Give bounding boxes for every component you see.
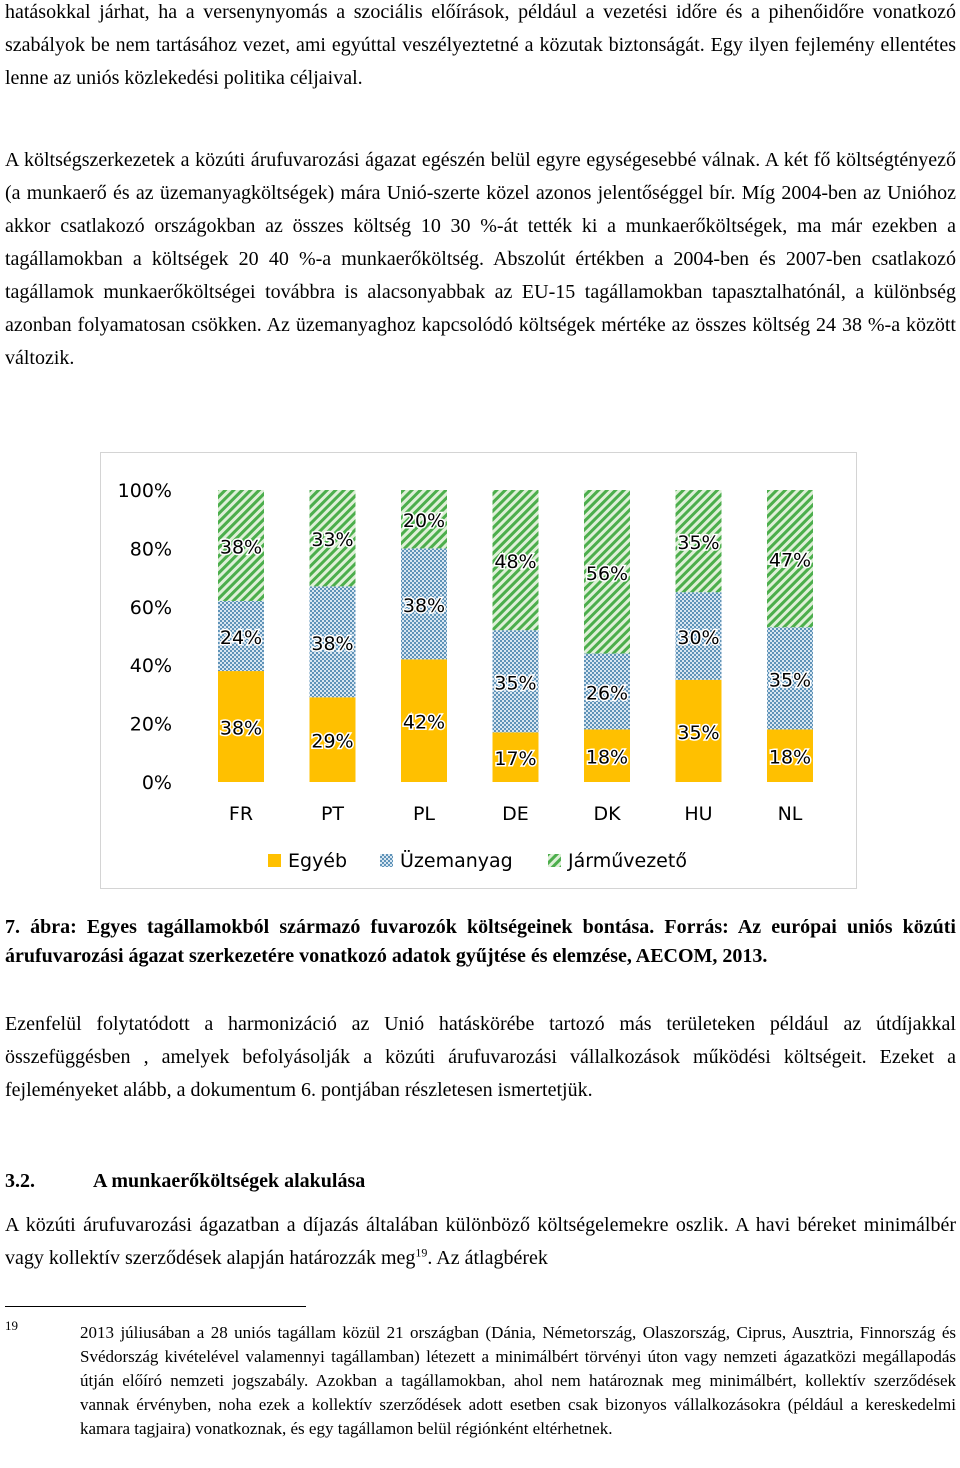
data-label: 35% — [677, 721, 720, 744]
y-tick-label: 60% — [129, 596, 172, 619]
data-label: 18% — [768, 746, 812, 769]
y-tick-label: 20% — [129, 713, 172, 736]
footnote-divider — [5, 1306, 306, 1307]
legend-swatch — [268, 854, 281, 867]
data-label: 26% — [585, 682, 629, 705]
legend-swatch — [380, 854, 393, 867]
x-tick-label: NL — [777, 803, 803, 825]
data-label: 17% — [494, 748, 537, 771]
data-label: 18% — [585, 746, 629, 769]
x-tick-label: PT — [320, 803, 345, 825]
legend-label: Járművezető — [568, 850, 687, 872]
y-tick-label: 40% — [129, 655, 172, 678]
wages-paragraph — [5, 1209, 956, 1275]
footnote-reference[interactable]: 19 — [415, 1245, 428, 1260]
section-title: A munkaerőköltségek alakulása — [93, 1170, 366, 1192]
legend-label: Egyéb — [288, 850, 348, 872]
data-label: 33% — [311, 529, 354, 552]
data-label: 38% — [219, 536, 263, 559]
cost-structure-paragraph: A költségszerkezetek a közúti árufuvarozási ágazat egészén belül egyre egységesebbé válnak. A két fő költségtényező (a munkaerő és az üzemanyagköltségek) mára Unió-szerte közel azonos jelentőséggel bír. Míg 2004-ben az Unióhoz akkor csatlakozó országokban az összes költség 10 30 %-át tették ki a munkaerőköltségek, ma már ezekben a tagállamokban a költségek 20 40 %-a munkaerőköltség. Abszolút értékben a 2004-ben és 2007-ben csatlakozó tagállamok munkaerőköltségei továbbra is alacsonyabbak az EU-15 tagállamokban tapasztalhatónál, a különbség azonban folyamatosan csökken. Az üzemanyaghoz kapcsolódó költségek mértéke az összes költség 24 38 %-a között változik. — [5, 149, 956, 369]
section-heading — [5, 1167, 365, 1195]
intro-paragraph: hatásokkal járhat, ha a versenynyomás a szociális előírások, például a vezetési időre és a pihenőidőre vonatkozó szabályok be nem tartásához vezet, ami egyúttal veszélyeztetné a közutak biztonságát. Egy ilyen fejlemény ellentétes lenne az uniós közlekedési politika céljaival. — [5, 1, 956, 89]
y-tick-label: 0% — [141, 772, 172, 794]
x-tick-label: DE — [502, 803, 529, 825]
y-tick-label: 80% — [129, 538, 172, 561]
data-label: 35% — [768, 669, 812, 692]
data-label: 30% — [677, 627, 720, 649]
figure-caption: 7. ábra: Egyes tagállamokból származó fuvarozók költségeinek bontása. Forrás: Az európai uniós közúti árufuvarozási ágazat szerkezetére vonatkozó adatok gyűjtése és elemzése, AECOM, 2013. — [5, 916, 956, 967]
data-label: 20% — [402, 510, 446, 533]
data-label: 56% — [585, 562, 629, 585]
data-label: 38% — [219, 717, 263, 740]
wages-text: A közúti árufuvarozási ágazatban a díjazás általában különböző költségelemekre oszlik. A havi béreket minimálbér vagy kollektív szerződések alapján határozzák meg — [5, 1214, 956, 1269]
x-tick-label: DK — [593, 803, 621, 825]
x-tick-label: FR — [228, 803, 254, 825]
data-label: 47% — [768, 549, 812, 572]
harmonization-paragraph: Ezenfelül folytatódott a harmonizáció az Unió hatáskörébe tartozó más területeken például az útdíjakkal összefüggésben , amelyek befolyásolják a közúti árufuvarozási vállalkozások működési költségeit. Ezeket a fejleményeket alább, a dokumentum 6. pontjában részletesen ismertetjük. — [5, 1013, 956, 1101]
data-label: 35% — [677, 532, 720, 555]
data-label: 29% — [311, 730, 354, 753]
legend-label: Üzemanyag — [400, 850, 513, 872]
cost-breakdown-chart — [100, 452, 857, 889]
data-label: 48% — [494, 551, 537, 574]
data-label: 24% — [219, 627, 263, 649]
legend-swatch — [548, 854, 561, 867]
section-number: 3.2. — [5, 1170, 35, 1192]
x-tick-label: PL — [412, 803, 436, 825]
data-label: 42% — [402, 711, 446, 734]
x-tick-label: HU — [684, 803, 713, 825]
data-label: 38% — [311, 632, 354, 655]
footnote-mark: 19 — [5, 1318, 18, 1333]
data-label: 35% — [494, 672, 537, 695]
wages-text-tail: . Az átlagbérek — [427, 1247, 548, 1269]
footnote-text: 2013 júliusában a 28 uniós tagállam közül 21 országban (Dánia, Németország, Olaszország, Ciprus, Ausztria, Finnország és Svédország kivételével valamennyi tagállamban) létezett a minimálbért törvényi úton vagy nemzeti ágazatközi megállapodás útján előíró nemzeti jogszabály. Azokban a tagállamokban, ahol nem határoznak meg minimálbért, kollektív szerződések vannak érvényben, noha ezek a kollektív szerződések adott esetben csak bizonyos vállalkozásokra (például a kereskedelmi kamara tagjaira) vonatkoznak, és egy tagállamon belül régiónként eltérhetnek. — [80, 1323, 956, 1438]
data-label: 38% — [402, 594, 446, 617]
y-tick-label: 100% — [117, 480, 172, 502]
